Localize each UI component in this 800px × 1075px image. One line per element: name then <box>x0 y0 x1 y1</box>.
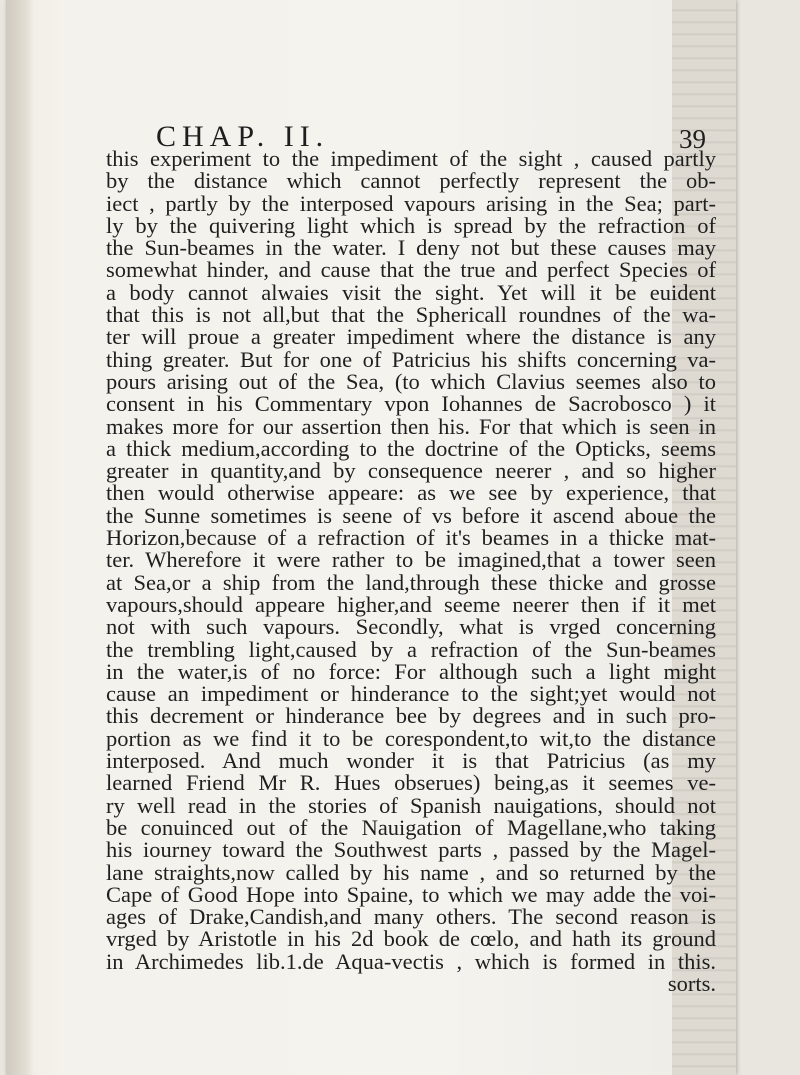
text-line: not with such vapours. Secondly, what is vrged concerning <box>106 614 716 640</box>
text-line: makes more for our assertion then his. For that which is seen in <box>106 413 716 439</box>
text-line: thing greater. But for one of Patricius his shifts concerning va- <box>106 346 716 372</box>
text-line: ages of Drake,Candish,and many others. The second reason is <box>106 904 716 930</box>
text-line: vrged by Aristotle in his 2d book de cœlo, and hath its ground <box>106 926 716 952</box>
text-line: Cape of Good Hope into Spaine, to which we may adde the voi- <box>106 881 716 907</box>
text-line: at Sea,or a ship from the land,through these thicke and grosse <box>106 569 716 595</box>
catchword: sorts. <box>667 970 716 996</box>
page-number: 39 <box>679 124 706 154</box>
text-line: cause an impediment or hinderance to the sight;yet would not <box>106 681 716 707</box>
book-page <box>6 0 736 1075</box>
text-line: consent in his Commentary vpon Iohannes de Sacrobosco ) it <box>106 391 716 417</box>
text-line: interposed. And much wonder it is that Patricius (as my <box>106 748 716 774</box>
text-line: learned Friend Mr R. Hues obserues) being,as it seemes ve- <box>106 770 716 796</box>
text-line: Horizon,because of a refraction of it's beames in a thicke mat- <box>106 525 716 551</box>
text-line: ter will proue a greater impediment where the distance is any <box>106 324 716 350</box>
text-line: this experiment to the impediment of the sight , caused partly <box>106 146 716 171</box>
text-line: the Sunne sometimes is seene of vs before it ascend aboue the <box>106 502 716 528</box>
text-line: by the distance which cannot perfectly represent the ob- <box>106 168 716 194</box>
text-line: ter. Wherefore it were rather to be imagined,that a tower seen <box>106 547 716 573</box>
text-line: portion as we find it to be corespondent,to wit,to the distance <box>106 725 716 751</box>
text-line: that this is not all,but that the Sphericall roundnes of the wa- <box>106 302 716 328</box>
text-line: ry well read in the stories of Spanish nauigations, should not <box>106 792 716 818</box>
text-line: vapours,should appeare higher,and seeme neerer then if it met <box>106 591 716 617</box>
body-text <box>106 148 716 995</box>
text-line: the trembling light,caused by a refraction of the Sun-beames <box>106 636 716 662</box>
text-line: this decrement or hinderance bee by degrees and in such pro- <box>106 703 716 729</box>
text-line: the Sun-beames in the water. I deny not but these causes may <box>106 235 716 261</box>
page-gutter-shadow <box>6 0 34 1075</box>
chapter-heading: CHAP. II. <box>156 120 330 153</box>
text-line: in the water,is of no force: For although such a light might <box>106 658 716 684</box>
text-line: iect , partly by the interposed vapours arising in the Sea; part- <box>106 190 716 216</box>
text-line: his iourney toward the Southwest parts , passed by the Magel- <box>106 837 716 863</box>
text-line: then would otherwise appeare: as we see by experience, that <box>106 480 716 506</box>
text-line: greater in quantity,and by consequence neerer , and so higher <box>106 458 716 484</box>
text-line: a thick medium,according to the doctrine of the Opticks, seems <box>106 435 716 461</box>
text-line: somewhat hinder, and cause that the true and perfect Species of <box>106 257 716 283</box>
text-line: lane straights,now called by his name , and so returned by the <box>106 859 716 885</box>
text-line: be conuinced out of the Nauigation of Magellane,who taking <box>106 814 716 840</box>
text-line: a body cannot alwaies visit the sight. Yet will it be euident <box>106 279 716 305</box>
text-line: in Archimedes lib.1.de Aqua-vectis , which is formed in this. <box>106 948 716 974</box>
text-line: pours arising out of the Sea, (to which Clavius seemes also to <box>106 368 716 394</box>
text-line: ly by the quivering light which is spread by the refraction of <box>106 212 716 238</box>
